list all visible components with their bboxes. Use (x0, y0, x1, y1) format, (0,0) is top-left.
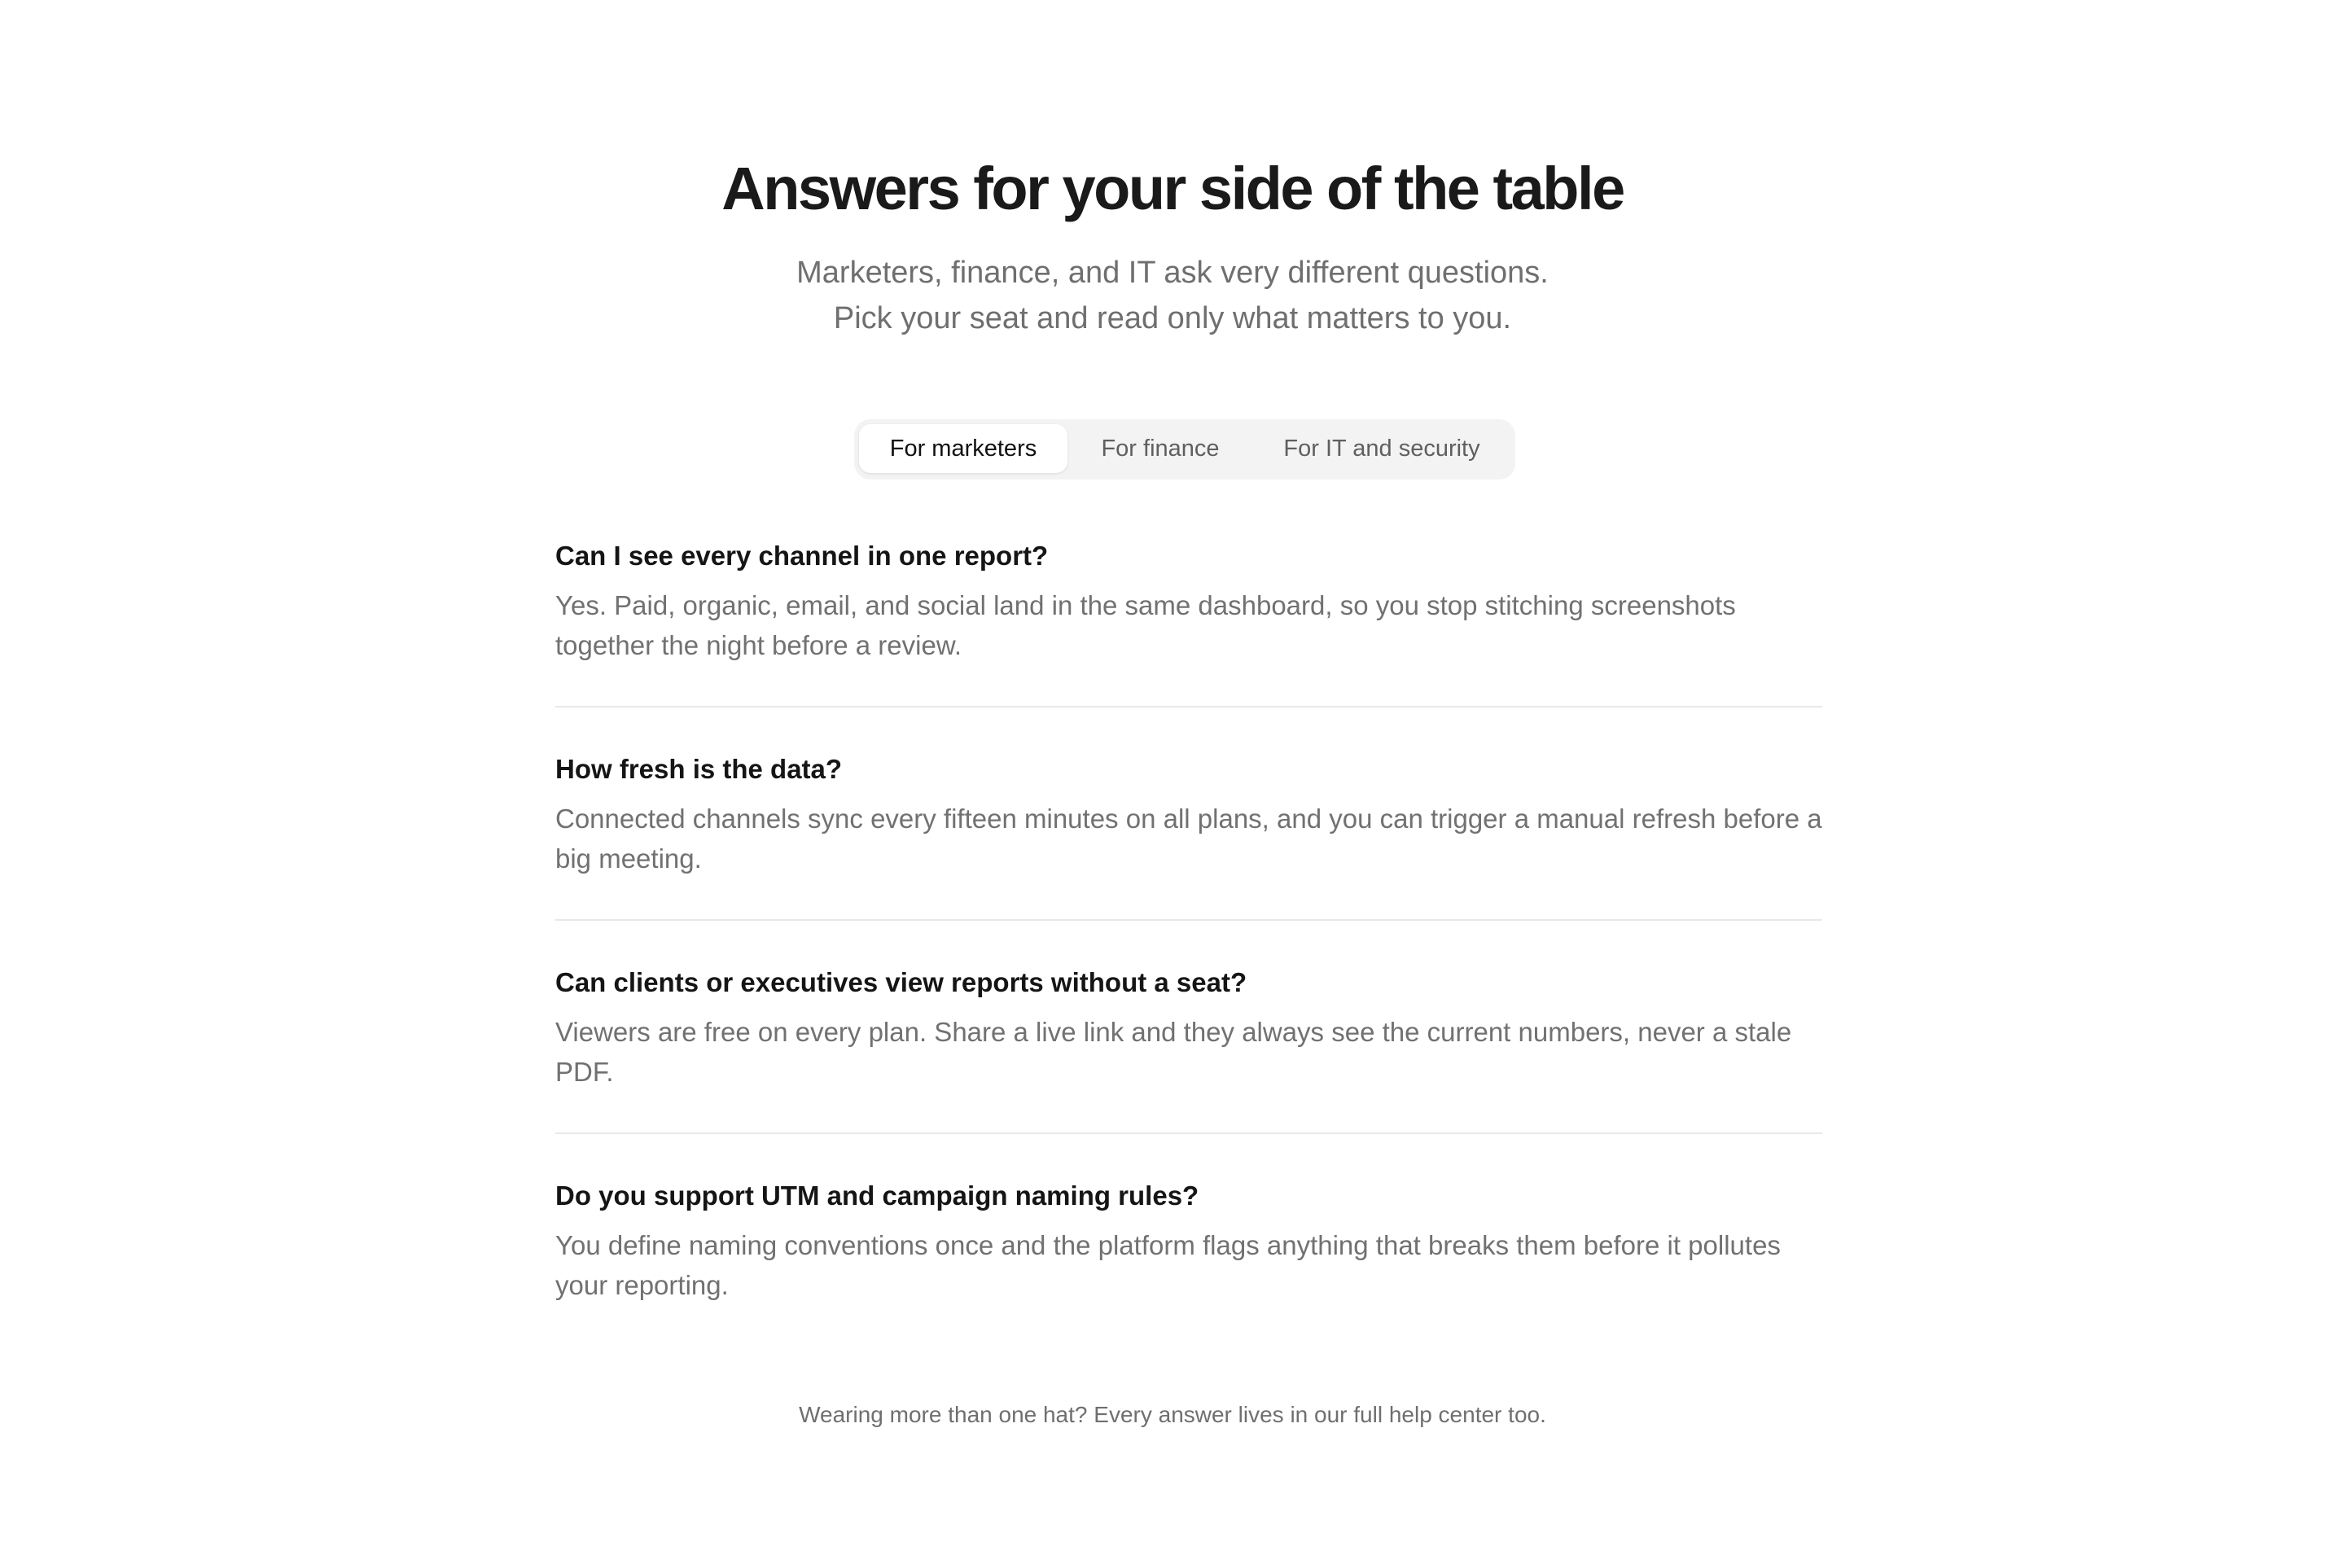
faq-answer: Connected channels sync every fifteen minutes on all plans, and you can trigger a manual refresh before a big meeting. (555, 804, 1822, 874)
faq-question: Do you support UTM and campaign naming rules? (555, 1180, 1199, 1211)
faq-item-data-freshness (555, 751, 1822, 965)
tab-for-it-and-security[interactable]: For IT and security (1283, 436, 1480, 462)
subtitle-line-2: Pick your seat and read only what matters to you. (833, 301, 1512, 335)
subtitle-line-1: Marketers, finance, and IT ask very different questions. (796, 256, 1549, 290)
faq-question: Can I see every channel in one report? (555, 541, 1049, 571)
tab-for-finance[interactable]: For finance (1101, 436, 1220, 462)
faq-item-utm-naming (555, 1178, 1822, 1391)
help-center-note: Wearing more than one hat? Every answer lives in our full help center too. (799, 1402, 1546, 1427)
faq-question: How fresh is the data? (555, 754, 843, 784)
tab-for-marketers[interactable]: For marketers (859, 424, 1067, 473)
page-title: Answers for your side of the table (721, 155, 1624, 222)
faq-answer: Yes. Paid, organic, email, and social land in the same dashboard, so you stop stitching screenshots together the night before a review. (555, 590, 1736, 660)
faq-divider (555, 706, 1822, 707)
faq-item-viewers (555, 965, 1822, 1178)
faq-divider (555, 1132, 1822, 1134)
page-subtitle (0, 250, 2345, 341)
faq-answer: You define naming conventions once and the platform flags anything that breaks them before it pollutes your reporting. (555, 1230, 1781, 1300)
faq-question: Can clients or executives view reports without a seat? (555, 967, 1247, 997)
audience-tabs (854, 419, 1515, 480)
faq-item-channels (555, 538, 1822, 751)
faq-answer: Viewers are free on every plan. Share a live link and they always see the current numbers, never a stale PDF. (555, 1017, 1792, 1087)
faq-divider (555, 919, 1822, 921)
